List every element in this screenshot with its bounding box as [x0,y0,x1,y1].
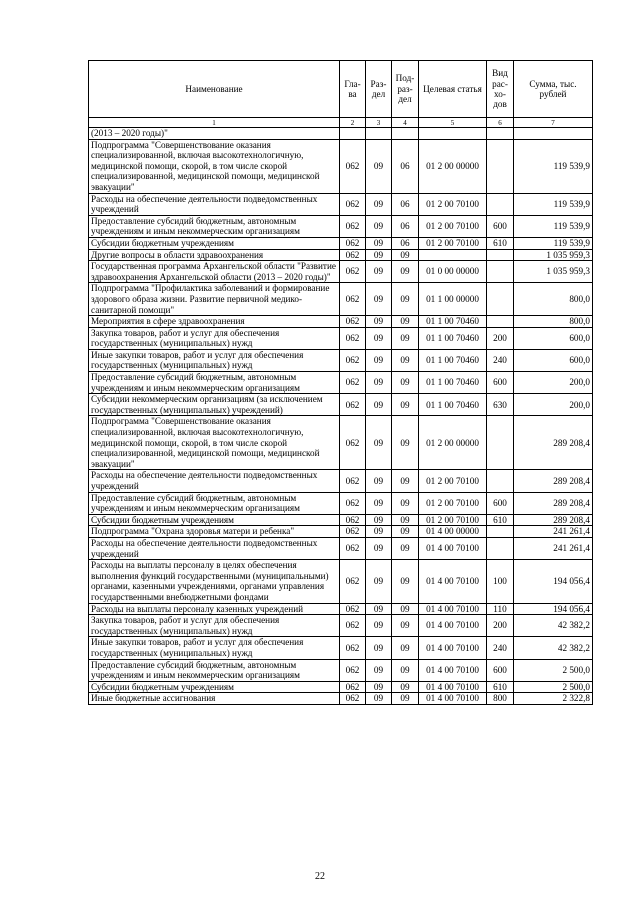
row-section-cell: 09 [366,416,392,470]
table-body [89,128,593,705]
row-expense-type-cell [487,193,514,215]
row-target-cell: 01 4 00 70100 [419,681,487,693]
row-target-cell: 01 4 00 70100 [419,693,487,705]
row-section-cell: 09 [366,681,392,693]
row-amount-cell: 119 539,9 [514,139,593,193]
row-name-cell: Иные закупки товаров, работ и услуг для обеспечения государственных (муниципальных) нужд [89,349,340,371]
row-target-cell: 01 2 00 70100 [419,514,487,526]
table-row [89,327,593,349]
row-section-cell: 09 [366,327,392,349]
row-section-cell: 09 [366,316,392,328]
row-subsection-cell: 09 [392,349,419,371]
row-expense-type-cell: 600 [487,372,514,394]
row-target-cell [419,249,487,261]
row-subsection-cell: 09 [392,261,419,283]
table-row [89,659,593,681]
row-chapter-cell: 062 [340,394,366,416]
row-expense-type-cell: 200 [487,615,514,637]
row-expense-type-cell [487,283,514,316]
row-section-cell: 09 [366,394,392,416]
header-expense-type: Вид рас-хо-дов [487,61,514,118]
row-target-cell: 01 4 00 00000 [419,526,487,538]
row-subsection-cell: 09 [392,327,419,349]
row-chapter-cell: 062 [340,261,366,283]
row-section-cell: 09 [366,261,392,283]
row-target-cell: 01 2 00 00000 [419,139,487,193]
row-amount-cell: 600,0 [514,349,593,371]
table-row [89,128,593,140]
table-row [89,215,593,237]
row-chapter-cell: 062 [340,416,366,470]
column-number: 5 [419,118,487,128]
row-amount-cell: 800,0 [514,283,593,316]
table-row [89,514,593,526]
row-target-cell: 01 2 00 70100 [419,492,487,514]
row-section-cell: 09 [366,603,392,615]
row-name-cell: Закупка товаров, работ и услуг для обеспечения государственных (муниципальных) нужд [89,615,340,637]
row-subsection-cell: 09 [392,316,419,328]
row-chapter-cell [340,128,366,140]
row-section-cell: 09 [366,249,392,261]
row-expense-type-cell: 600 [487,215,514,237]
header-name: Наименование [89,61,340,118]
row-expense-type-cell: 600 [487,659,514,681]
row-expense-type-cell: 610 [487,681,514,693]
row-chapter-cell: 062 [340,659,366,681]
row-section-cell: 09 [366,537,392,559]
row-chapter-cell: 062 [340,537,366,559]
row-target-cell: 01 1 00 70460 [419,372,487,394]
table-row [89,526,593,538]
row-section-cell: 09 [366,193,392,215]
row-chapter-cell: 062 [340,327,366,349]
row-amount-cell: 42 382,2 [514,615,593,637]
row-amount-cell: 42 382,2 [514,637,593,659]
page-number: 22 [315,871,325,882]
row-expense-type-cell [487,249,514,261]
table-row [89,537,593,559]
row-chapter-cell: 062 [340,637,366,659]
row-name-cell: Иные закупки товаров, работ и услуг для обеспечения государственных (муниципальных) нужд [89,637,340,659]
table-row [89,603,593,615]
row-target-cell: 01 2 00 70100 [419,470,487,492]
table-row [89,681,593,693]
row-subsection-cell: 09 [392,514,419,526]
row-target-cell: 01 2 00 00000 [419,416,487,470]
header-section: Раз-дел [366,61,392,118]
row-chapter-cell: 062 [340,193,366,215]
row-section-cell: 09 [366,514,392,526]
row-amount-cell: 1 035 959,3 [514,249,593,261]
row-subsection-cell: 09 [392,659,419,681]
row-amount-cell: 289 208,4 [514,492,593,514]
row-expense-type-cell: 600 [487,492,514,514]
row-name-cell: Предоставление субсидий бюджетным, автономным учреждениям и иным некоммерческим организациям [89,659,340,681]
row-target-cell: 01 4 00 70100 [419,659,487,681]
row-name-cell: Субсидии некоммерческим организациям (за исключением государственных (муниципальных) учреждений) [89,394,340,416]
row-subsection-cell: 09 [392,637,419,659]
table-row [89,249,593,261]
table-row [89,560,593,603]
row-subsection-cell: 09 [392,470,419,492]
row-subsection-cell: 06 [392,237,419,249]
row-target-cell: 01 4 00 70100 [419,637,487,659]
row-chapter-cell: 062 [340,526,366,538]
row-amount-cell: 119 539,9 [514,215,593,237]
row-target-cell: 01 1 00 70460 [419,327,487,349]
row-name-cell: Предоставление субсидий бюджетным, автономным учреждениям и иным некоммерческим организациям [89,215,340,237]
row-target-cell: 01 0 00 00000 [419,261,487,283]
row-subsection-cell: 09 [392,283,419,316]
row-amount-cell: 2 322,8 [514,693,593,705]
row-name-cell: Субсидии бюджетным учреждениям [89,681,340,693]
row-amount-cell [514,128,593,140]
row-name-cell: Расходы на обеспечение деятельности подведомственных учреждений [89,470,340,492]
row-target-cell: 01 4 00 70100 [419,603,487,615]
row-target-cell: 01 4 00 70100 [419,537,487,559]
row-name-cell: (2013 – 2020 годы)" [89,128,340,140]
row-target-cell: 01 2 00 70100 [419,215,487,237]
row-expense-type-cell: 240 [487,637,514,659]
column-number: 6 [487,118,514,128]
row-amount-cell: 2 500,0 [514,681,593,693]
row-expense-type-cell [487,139,514,193]
row-amount-cell: 289 208,4 [514,416,593,470]
row-target-cell: 01 1 00 70460 [419,349,487,371]
row-section-cell: 09 [366,693,392,705]
column-number: 4 [392,118,419,128]
row-section-cell: 09 [366,372,392,394]
table-row [89,492,593,514]
row-expense-type-cell [487,470,514,492]
row-chapter-cell: 062 [340,560,366,603]
row-chapter-cell: 062 [340,215,366,237]
row-expense-type-cell: 110 [487,603,514,615]
row-name-cell: Расходы на обеспечение деятельности подведомственных учреждений [89,537,340,559]
row-section-cell: 09 [366,237,392,249]
header-chapter: Гла-ва [340,61,366,118]
row-section-cell: 09 [366,526,392,538]
row-target-cell: 01 4 00 70100 [419,615,487,637]
row-section-cell: 09 [366,615,392,637]
row-name-cell: Закупка товаров, работ и услуг для обеспечения государственных (муниципальных) нужд [89,327,340,349]
row-chapter-cell: 062 [340,316,366,328]
row-section-cell: 09 [366,139,392,193]
row-name-cell: Другие вопросы в области здравоохранения [89,249,340,261]
row-amount-cell: 119 539,9 [514,193,593,215]
row-target-cell: 01 2 00 70100 [419,237,487,249]
row-name-cell: Расходы на выплаты персоналу казенных учреждений [89,603,340,615]
row-chapter-cell: 062 [340,349,366,371]
column-number: 1 [89,118,340,128]
row-chapter-cell: 062 [340,615,366,637]
row-expense-type-cell: 610 [487,514,514,526]
row-name-cell: Предоставление субсидий бюджетным, автономным учреждениям и иным некоммерческим организациям [89,492,340,514]
row-chapter-cell: 062 [340,372,366,394]
row-section-cell: 09 [366,349,392,371]
row-amount-cell: 600,0 [514,327,593,349]
row-amount-cell: 241 261,4 [514,537,593,559]
table-row [89,237,593,249]
row-subsection-cell: 09 [392,603,419,615]
row-section-cell [366,128,392,140]
header-row [89,61,593,118]
row-subsection-cell: 09 [392,693,419,705]
row-target-cell: 01 1 00 00000 [419,283,487,316]
row-section-cell: 09 [366,659,392,681]
column-number: 3 [366,118,392,128]
row-expense-type-cell: 630 [487,394,514,416]
budget-table [88,60,593,705]
row-chapter-cell: 062 [340,681,366,693]
table-row [89,193,593,215]
row-expense-type-cell [487,128,514,140]
row-target-cell: 01 4 00 70100 [419,560,487,603]
row-subsection-cell: 09 [392,394,419,416]
row-chapter-cell: 062 [340,139,366,193]
row-name-cell: Субсидии бюджетным учреждениям [89,237,340,249]
column-number-row [89,118,593,128]
row-chapter-cell: 062 [340,492,366,514]
row-name-cell: Подпрограмма "Охрана здоровья матери и ребенка" [89,526,340,538]
row-amount-cell: 241 261,4 [514,526,593,538]
row-expense-type-cell: 200 [487,327,514,349]
table-row [89,283,593,316]
row-section-cell: 09 [366,470,392,492]
row-subsection-cell: 09 [392,416,419,470]
row-amount-cell: 200,0 [514,394,593,416]
row-name-cell: Мероприятия в сфере здравоохранения [89,316,340,328]
row-name-cell: Государственная программа Архангельской области "Развитие здравоохранения Архангельской области (2013 – 2020 годы)" [89,261,340,283]
row-expense-type-cell [487,261,514,283]
row-section-cell: 09 [366,560,392,603]
row-name-cell: Иные бюджетные ассигнования [89,693,340,705]
row-chapter-cell: 062 [340,693,366,705]
row-subsection-cell: 09 [392,492,419,514]
row-name-cell: Подпрограмма "Совершенствование оказания специализированной, включая высокотехнологичную, медицинской помощи, скорой, в том числе скорой специализированной, медицинской помощи, медицинской эвакуации" [89,416,340,470]
row-target-cell: 01 1 00 70460 [419,394,487,416]
row-subsection-cell: 06 [392,215,419,237]
row-section-cell: 09 [366,492,392,514]
row-expense-type-cell: 610 [487,237,514,249]
table-row [89,470,593,492]
row-target-cell [419,128,487,140]
row-expense-type-cell [487,316,514,328]
row-expense-type-cell [487,416,514,470]
table-row [89,637,593,659]
row-chapter-cell: 062 [340,603,366,615]
column-number: 7 [514,118,593,128]
row-subsection-cell: 06 [392,193,419,215]
row-chapter-cell: 062 [340,514,366,526]
header-subsection: Под-раз-дел [392,61,419,118]
row-amount-cell: 289 208,4 [514,514,593,526]
row-chapter-cell: 062 [340,470,366,492]
table-row [89,372,593,394]
header-target-article: Целевая статья [419,61,487,118]
row-amount-cell: 119 539,9 [514,237,593,249]
row-chapter-cell: 062 [340,283,366,316]
row-section-cell: 09 [366,215,392,237]
row-amount-cell: 800,0 [514,316,593,328]
row-expense-type-cell: 100 [487,560,514,603]
row-chapter-cell: 062 [340,249,366,261]
row-amount-cell: 194 056,4 [514,560,593,603]
table-row [89,416,593,470]
row-name-cell: Подпрограмма "Профилактика заболеваний и формирование здорового образа жизни. Развитие первичной медико-санитарной помощи" [89,283,340,316]
row-amount-cell: 1 035 959,3 [514,261,593,283]
row-expense-type-cell: 800 [487,693,514,705]
row-subsection-cell: 06 [392,139,419,193]
table-row [89,394,593,416]
column-number: 2 [340,118,366,128]
row-subsection-cell: 09 [392,615,419,637]
row-chapter-cell: 062 [340,237,366,249]
row-amount-cell: 2 500,0 [514,659,593,681]
table-row [89,349,593,371]
row-target-cell: 01 2 00 70100 [419,193,487,215]
row-expense-type-cell [487,526,514,538]
row-subsection-cell: 09 [392,526,419,538]
row-subsection-cell: 09 [392,537,419,559]
row-expense-type-cell: 240 [487,349,514,371]
row-subsection-cell [392,128,419,140]
row-expense-type-cell [487,537,514,559]
row-name-cell: Подпрограмма "Совершенствование оказания специализированной, включая высокотехнологичную, медицинской помощи, скорой, в том числе скорой специализированной, медицинской помощи, медицинской эвакуации" [89,139,340,193]
row-name-cell: Расходы на обеспечение деятельности подведомственных учреждений [89,193,340,215]
table-row [89,139,593,193]
row-subsection-cell: 09 [392,560,419,603]
row-subsection-cell: 09 [392,372,419,394]
table-row [89,693,593,705]
row-section-cell: 09 [366,283,392,316]
row-amount-cell: 194 056,4 [514,603,593,615]
table-row [89,316,593,328]
row-amount-cell: 200,0 [514,372,593,394]
table-row [89,615,593,637]
table-row [89,261,593,283]
row-amount-cell: 289 208,4 [514,470,593,492]
row-name-cell: Субсидии бюджетным учреждениям [89,514,340,526]
row-subsection-cell: 09 [392,249,419,261]
row-section-cell: 09 [366,637,392,659]
header-amount: Сумма, тыс. рублей [514,61,593,118]
row-name-cell: Предоставление субсидий бюджетным, автономным учреждениям и иным некоммерческим организациям [89,372,340,394]
row-name-cell: Расходы на выплаты персоналу в целях обеспечения выполнения функций государственными (муниципальными) органами, казенными учреждениями, органами управления государственными внебюджетными фондами [89,560,340,603]
row-subsection-cell: 09 [392,681,419,693]
row-target-cell: 01 1 00 70460 [419,316,487,328]
